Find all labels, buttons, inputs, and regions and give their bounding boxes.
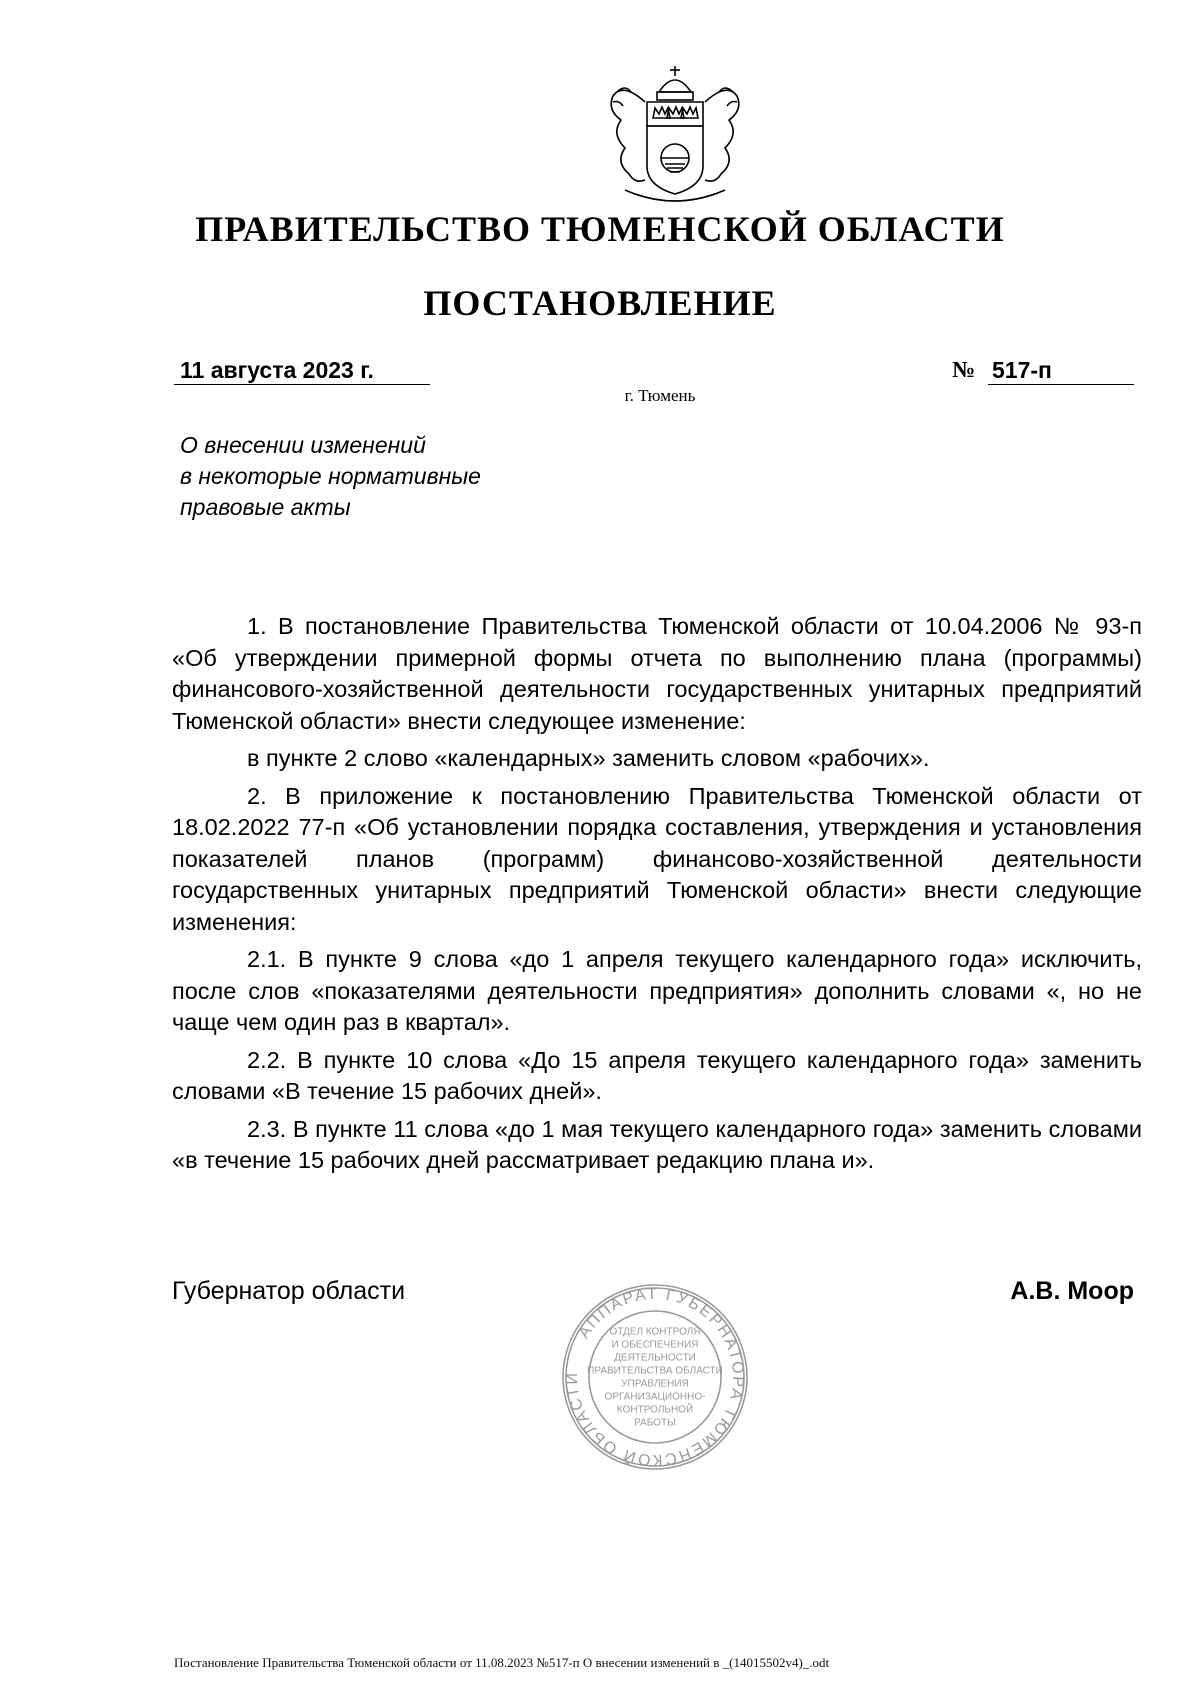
body-paragraph: 2.3. В пункте 11 слова «до 1 мая текущего календарного года» заменить словами «в течение 15 рабочих дней рассматривает редакцию плана и». — [172, 1115, 1142, 1173]
stamp-inner-line: ДЕЯТЕЛЬНОСТИ — [614, 1352, 696, 1364]
document-city: г. Тюмень — [624, 386, 696, 405]
number-label: № — [952, 357, 976, 382]
document-type-title: ПОСТАНОВЛЕНИЕ — [423, 283, 777, 323]
body-paragraph: в пункте 2 слово «календарных» заменить словом «рабочих». — [247, 745, 930, 771]
stamp-inner-line: ПРАВИТЕЛЬСТВА ОБЛАСТИ — [587, 1365, 723, 1377]
body-paragraph: 2.2. В пункте 10 слова «До 15 апреля текущего календарного года» заменить словами «В течение 15 рабочих дней». — [172, 1046, 1142, 1104]
stamp-inner-line: ОРГАНИЗАЦИОННО- — [604, 1391, 706, 1403]
body-paragraph: 2. В приложение к постановлению Правительства Тюменской области от 18.02.2022 77-п «Об установлении порядка составления, утверждения и установления показателей планов (программ) финансово-хозяйственной деятельности государственных унитарных предприятий Тюменской области» внести следующие изменения: — [172, 782, 1142, 935]
document-number: 517-п — [988, 356, 1134, 385]
subject-line: О внесении изменений — [180, 432, 426, 458]
signer-position: Губернатор области — [172, 1277, 406, 1305]
stamp-inner-text — [587, 1327, 723, 1429]
stamp-inner-line: УПРАВЛЕНИЯ — [621, 1378, 689, 1390]
stamp-inner-line: РАБОТЫ — [634, 1417, 676, 1429]
page-footer: Постановление Правительства Тюменской области от 11.08.2023 №517-п О внесении изменений в _(14015502v4)_.odt — [174, 1655, 830, 1670]
body-paragraph: 2.1. В пункте 9 слова «до 1 апреля текущего календарного года» исключить, после слов «показателями деятельности предприятия» дополнить словами «, но не чаще чем один раз в квартал». — [172, 946, 1142, 1035]
svg-text:АППАРАТ ГУБЕРНАТОРА ТЮМЕНСКОЙ — [564, 1286, 746, 1468]
document-body — [172, 611, 1142, 1183]
stamp-outer-text: АППАРАТ ГУБЕРНАТОРА ТЮМЕНСКОЙ ОБЛАСТИ — [563, 1285, 747, 1469]
coat-of-arms-icon — [595, 62, 755, 207]
document-subject — [180, 430, 600, 523]
body-paragraph: 1. В постановление Правительства Тюменской области от 10.04.2006 № 93-п «Об утверждении примерной формы отчета по выполнению плана (программы) финансового-хозяйственной деятельности государственных унитарных предприятий Тюменской области» внести следующее изменение: — [172, 613, 1142, 734]
stamp-inner-line: КОНТРОЛЬНОЙ — [616, 1404, 694, 1416]
subject-line: в некоторые нормативные — [180, 463, 481, 489]
official-stamp-icon — [560, 1282, 750, 1472]
stamp-inner-line: И ОБЕСПЕЧЕНИЯ — [611, 1339, 699, 1351]
signer-name: А.В. Моор — [1010, 1277, 1134, 1305]
organization-title: ПРАВИТЕЛЬСТВО ТЮМЕНСКОЙ ОБЛАСТИ — [195, 209, 1005, 249]
document-date: 11 августа 2023 г. — [174, 356, 430, 385]
stamp-inner-line: ОТДЕЛ КОНТРОЛЯ — [609, 1326, 701, 1338]
subject-line: правовые акты — [180, 494, 351, 520]
